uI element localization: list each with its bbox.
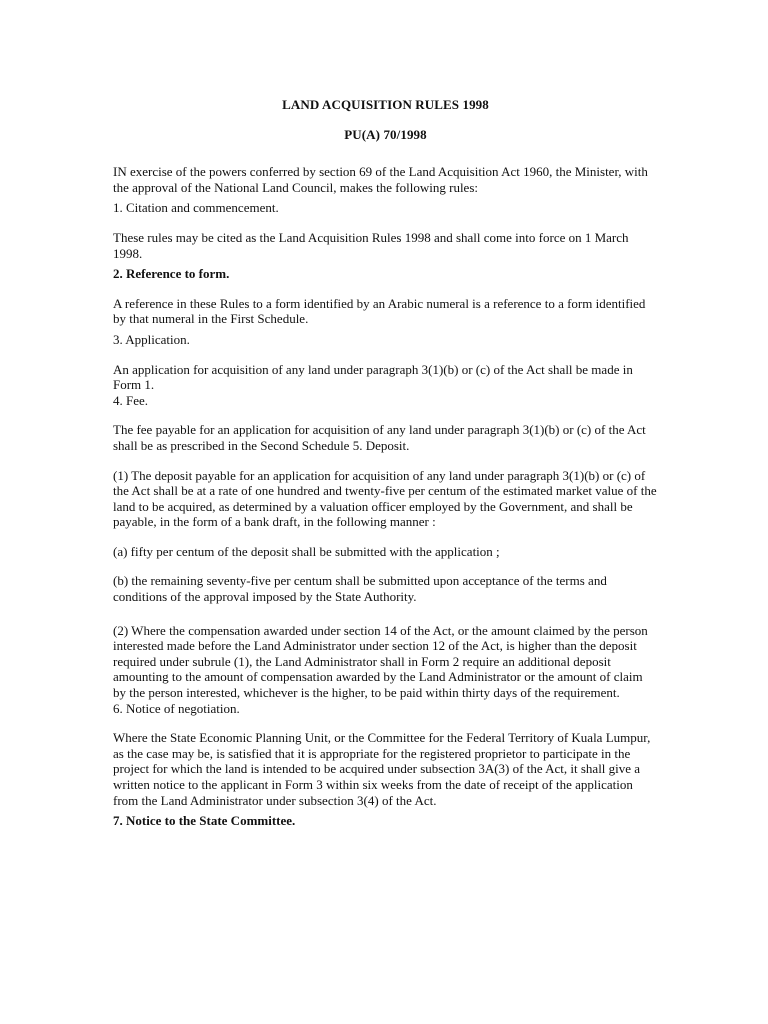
section-2-heading: 2. Reference to form. (113, 266, 230, 282)
section-3-heading: 3. Application. (113, 331, 190, 347)
section-6-text: Where the State Economic Planning Unit, or the Committee for the Federal Territory of Kuala Lumpur, as the case may be, is satisfied that it is appropriate for the registered proprietor to participate in the project for which the land is intended to be acquired under subsection 3A(3) of the Act, it shall give a written notice to the applicant in Form 3 within six weeks from the date of receipt of the application from the Land Administrator under subsection 3(4) of the Act. (113, 730, 651, 808)
section-4-text: The fee payable for an application for acquisition of any land under paragraph 3(1)(b) or (c) of the Act shall be as prescribed in the Second Schedule 5. Deposit. (113, 422, 646, 453)
section-1-heading: 1. Citation and commencement. (113, 200, 279, 216)
document-title: LAND ACQUISITION RULES 1998 (282, 97, 489, 112)
section-4-heading: 4. Fee. (113, 392, 149, 408)
document-body (113, 97, 658, 829)
section-3-text: An application for acquisition of any land under paragraph 3(1)(b) or (c) of the Act shall be made in Form 1. (113, 361, 633, 393)
section-5-subrule-2: (2) Where the compensation awarded under section 14 of the Act, or the amount claimed by the person interested made before the Land Administrator under section 12 of the Act, is higher than the deposit required under subrule (1), the Land Administrator shall in Form 2 require an additional deposit amounting to the amount of compensation awarded by the Land Administrator or the amount of claim by the person interested, whichever is the higher, to be paid within thirty days of the requirement. (113, 622, 648, 701)
section-5-subrule-1: (1) The deposit payable for an application for acquisition of any land under paragraph 3(1)(b) or (c) of the Act shall be at a rate of one hundred and twenty-five per centum of the estimated market value of the land to be acquired, as determined by a valuation officer employed by the Government, and shall be payable, in the form of a bank draft, in the following manner : (113, 467, 657, 530)
section-7-heading: 7. Notice to the State Committee. (113, 813, 296, 829)
document-subtitle: PU(A) 70/1998 (344, 126, 427, 142)
section-5-item-a: (a) fifty per centum of the deposit shall be submitted with the application ; (113, 543, 500, 559)
section-1-text: These rules may be cited as the Land Acquisition Rules 1998 and shall come into force on 1 March 1998. (113, 229, 629, 261)
intro-paragraph: IN exercise of the powers conferred by section 69 of the Land Acquisition Act 1960, the Minister, with the approval of the National Land Council, makes the following rules: (113, 164, 648, 195)
section-6-heading: 6. Notice of negotiation. (113, 700, 240, 716)
section-5-item-b: (b) the remaining seventy-five per centum shall be submitted upon acceptance of the terms and conditions of the approval imposed by the State Authority. (113, 573, 607, 605)
section-2-text: A reference in these Rules to a form identified by an Arabic numeral is a reference to a form identified by that numeral in the First Schedule. (113, 295, 646, 327)
